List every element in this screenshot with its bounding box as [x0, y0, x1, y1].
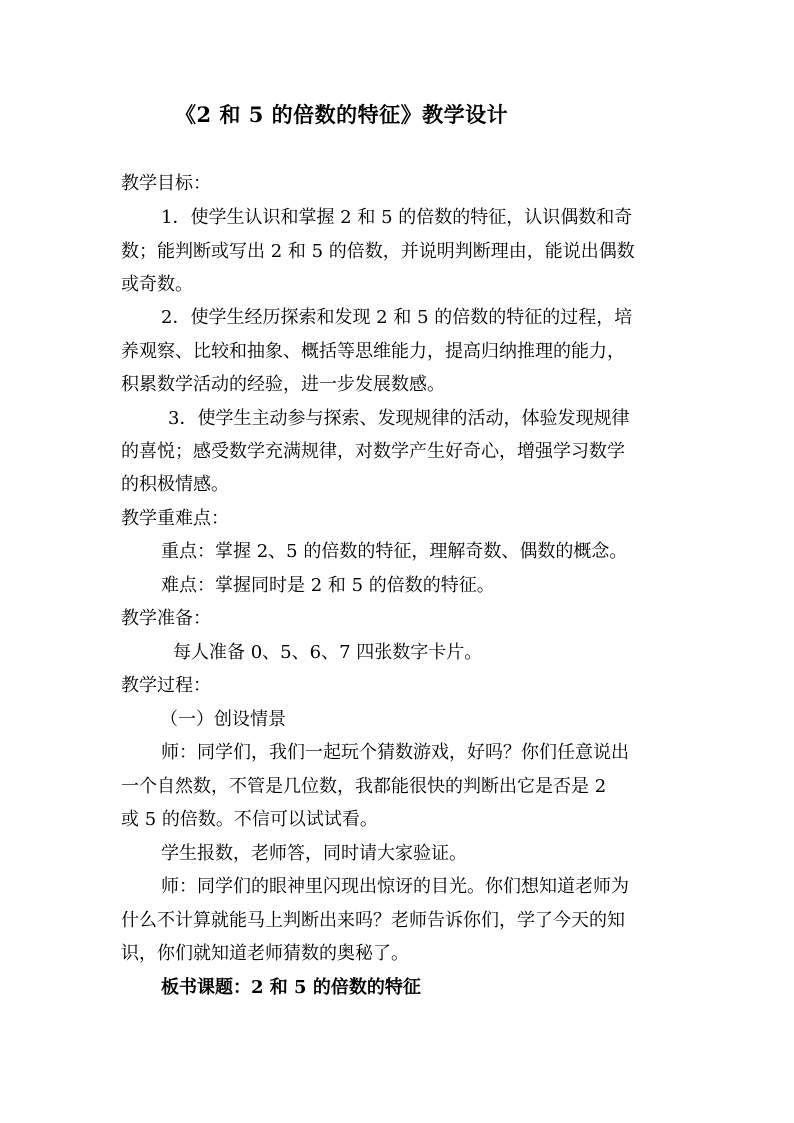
paragraph-line: 或奇数。	[121, 274, 193, 295]
paragraph-line: 学生报数，老师答，同时请大家验证。	[161, 843, 467, 864]
paragraph-line: 的喜悦；感受数学充满规律，对数学产生好奇心，增强学习数学	[121, 441, 625, 462]
paragraph-line: 或 5 的倍数。不信可以试试看。	[121, 809, 378, 830]
paragraph-line: 重点：掌握 2、5 的倍数的特征，理解奇数、偶数的概念。	[161, 541, 628, 562]
paragraph-line: 1．使学生认识和掌握 2 和 5 的倍数的特征，认识偶数和奇	[161, 207, 633, 228]
paragraph-line: 3．使学生主动参与探索、发现规律的活动，体验发现规律	[168, 408, 630, 429]
section-heading-objectives: 教学目标：	[121, 173, 211, 194]
paragraph-line: 师：同学们的眼神里闪现出惊讶的目光。你们想知道老师为	[161, 876, 629, 897]
section-heading-preparation: 教学准备：	[121, 608, 211, 629]
document-title: 《2 和 5 的倍数的特征》教学设计	[175, 102, 509, 127]
section-heading-key-points: 教学重难点：	[121, 508, 229, 529]
paragraph-line: 识，你们就知道老师猜数的奥秘了。	[121, 943, 409, 964]
paragraph-line: 什么不计算就能马上判断出来吗？老师告诉你们，学了今天的知	[121, 910, 625, 931]
subsection-heading: （一）创设情景	[160, 709, 286, 730]
paragraph-line: 养观察、比较和抽象、概括等思维能力，提高归纳推理的能力，	[121, 341, 625, 362]
paragraph-line: 每人准备 0、5、6、7 四张数字卡片。	[173, 642, 483, 663]
paragraph-line: 2．使学生经历探索和发现 2 和 5 的倍数的特征的过程，培	[161, 307, 633, 328]
paragraph-line: 积累数学活动的经验，进一步发展数感。	[121, 374, 445, 395]
paragraph-line: 一个自然数，不管是几位数，我都能很快的判断出它是否是 2	[121, 776, 607, 797]
board-title-line: 板书课题：2 和 5 的倍数的特征	[161, 977, 421, 998]
section-heading-process: 教学过程：	[121, 675, 211, 696]
paragraph-line: 数；能判断或写出 2 和 5 的倍数，并说明判断理由，能说出偶数	[121, 241, 635, 262]
paragraph-line: 的积极情感。	[121, 474, 229, 495]
paragraph-line: 难点：掌握同时是 2 和 5 的倍数的特征。	[161, 575, 495, 596]
paragraph-line: 师：同学们，我们一起玩个猜数游戏，好吗？你们任意说出	[161, 742, 629, 763]
